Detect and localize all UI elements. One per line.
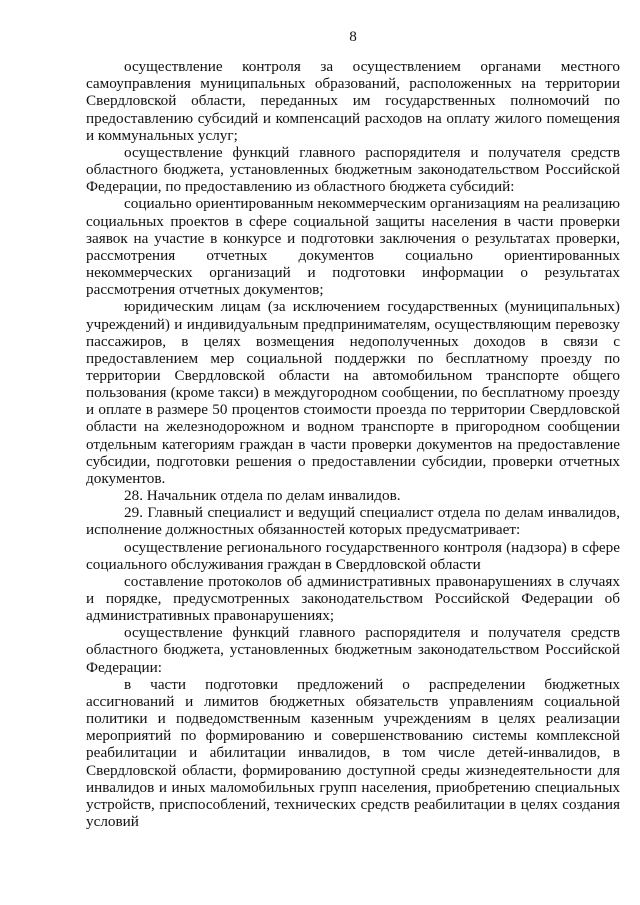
paragraph-item-28: 28. Начальник отдела по делам инвалидов. [124, 487, 401, 505]
paragraph-budget-functions-2: осуществление функций главного распорядителя и получателя средств областного бюджета, установленных бюджетным законодательством Российской Федерации: [86, 624, 620, 676]
paragraph-protocols: составление протоколов об административных правонарушениях в случаях и порядке, предусмотренных законодательством Российской Федерации об административных правонарушениях; [86, 572, 620, 625]
paragraph-item-29: 29. Главный специалист и ведущий специалист отдела по делам инвалидов, исполнение должностных обязанностей которых предусматривает: [86, 504, 620, 539]
document-page [86, 28, 620, 830]
paragraph-regional-control: осуществление регионального государственного контроля (надзора) в сфере социального обслуживания граждан в Свердловской области [86, 538, 620, 573]
paragraph-budget-allocations: в части подготовки предложений о распределении бюджетных ассигнований и лимитов бюджетных обязательств управлениям социальной политики и подведомственным казенным учреждениям в целях реализации мероприятий по формированию и совершенствованию системы комплексной реабилитации и абилитации инвалидов, в том числе детей-инвалидов, в Свердловской области, формированию доступной среды жизнедеятельности для инвалидов и иных маломобильных групп населения, приобретению специальных устройств, приспособлений, технических средств реабилитации в целях создания условий [86, 675, 620, 831]
paragraph-control-local-government: осуществление контроля за осуществлением органами местного самоуправления муниципальных образований, расположенных на территории Свердловской области, переданных им государственных полномочий по предоставлению субсидий и компенсаций расходов на оплату жилого помещения и коммунальных услуг; [86, 58, 620, 144]
paragraph-nonprofit-subsidies: социально ориентированным некоммерческим организациям на реализацию социальных проектов в сфере социальной защиты населения в части проверки заявок на участие в конкурсе и подготовки заключения о результатах проверки, рассмотрения отчетных документов социально ориентированных некоммерческих организаций и подготовки информации о результатах рассмотрения отчетных документов; [86, 195, 620, 299]
paragraph-carrier-subsidies: юридическим лицам (за исключением государственных (муниципальных) учреждений) и индивидуальным предпринимателям, осуществляющим перевозку пассажиров, в целях возмещения недополученных доходов в связи с предоставлением мер социальной поддержки по бесплатному проезду по территории Свердловской области на автомобильном транспорте общего пользования (кроме такси) в междугородном сообщении, по бесплатному проезду и оплате в размере 50 процентов стоимости проезда по территории Свердловской области на железнодорожном и водном транспорте в пригородном сообщении отдельным категориям граждан в части проверки документов на предоставление субсидии, подготовки решения о предоставлении субсидии, проверки отчетных документов. [86, 298, 620, 487]
page-number: 8 [349, 28, 357, 45]
paragraph-budget-functions: осуществление функций главного распорядителя и получателя средств областного бюджета, установленных бюджетным законодательством Российской Федерации, по предоставлению из областного бюджета субсидий: [86, 143, 620, 196]
